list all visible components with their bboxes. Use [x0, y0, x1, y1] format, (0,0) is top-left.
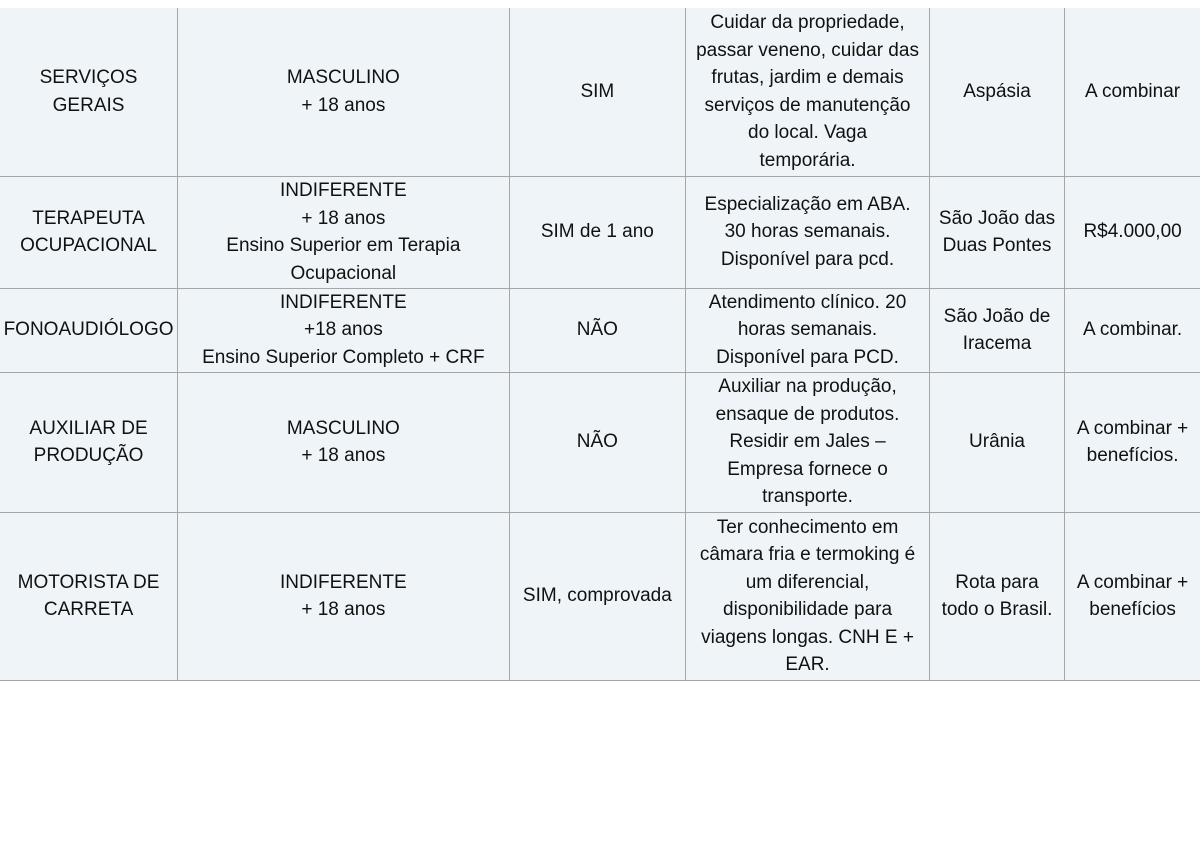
job-title-cell: FONOAUDIÓLOGO [0, 288, 178, 372]
city-cell: Aspásia [929, 8, 1064, 176]
city-cell: Urânia [929, 372, 1064, 512]
salary-cell: A combinar + benefícios [1065, 512, 1200, 680]
experience-cell: SIM, comprovada [509, 512, 686, 680]
salary-cell: A combinar. [1065, 288, 1200, 372]
requirements-cell: INDIFERENTE +18 anos Ensino Superior Completo + CRF [178, 288, 509, 372]
requirements-cell: MASCULINO + 18 anos [178, 372, 509, 512]
city-cell: Rota para todo o Brasil. [929, 512, 1064, 680]
city-cell: São João das Duas Pontes [929, 176, 1064, 288]
city-cell: São João de Iracema [929, 288, 1064, 372]
job-title-cell: MOTORISTA DE CARRETA [0, 512, 178, 680]
experience-cell: SIM de 1 ano [509, 176, 686, 288]
job-title-cell: SERVIÇOS GERAIS [0, 8, 178, 176]
salary-cell: R$4.000,00 [1065, 176, 1200, 288]
table-row [0, 176, 1200, 288]
experience-cell: NÃO [509, 288, 686, 372]
description-cell: Especialização em ABA. 30 horas semanais. Disponível para pcd. [686, 176, 930, 288]
experience-cell: NÃO [509, 372, 686, 512]
requirements-cell: INDIFERENTE + 18 anos [178, 512, 509, 680]
experience-cell: SIM [509, 8, 686, 176]
table-row [0, 8, 1200, 176]
table-row [0, 372, 1200, 512]
description-cell: Atendimento clínico. 20 horas semanais. Disponível para PCD. [686, 288, 930, 372]
requirements-cell: INDIFERENTE + 18 anos Ensino Superior em Terapia Ocupacional [178, 176, 509, 288]
description-cell: Cuidar da propriedade, passar veneno, cuidar das frutas, jardim e demais serviços de manutenção do local. Vaga temporária. [686, 8, 930, 176]
description-cell: Ter conhecimento em câmara fria e termoking é um diferencial, disponibilidade para viagens longas. CNH E + EAR. [686, 512, 930, 680]
description-cell: Auxiliar na produção, ensaque de produtos. Residir em Jales – Empresa fornece o transporte. [686, 372, 930, 512]
job-title-cell: AUXILIAR DE PRODUÇÃO [0, 372, 178, 512]
salary-cell: A combinar + benefícios. [1065, 372, 1200, 512]
job-title-cell: TERAPEUTA OCUPACIONAL [0, 176, 178, 288]
table-row [0, 288, 1200, 372]
job-listings-table [0, 8, 1200, 681]
table-row [0, 512, 1200, 680]
salary-cell: A combinar [1065, 8, 1200, 176]
requirements-cell: MASCULINO + 18 anos [178, 8, 509, 176]
